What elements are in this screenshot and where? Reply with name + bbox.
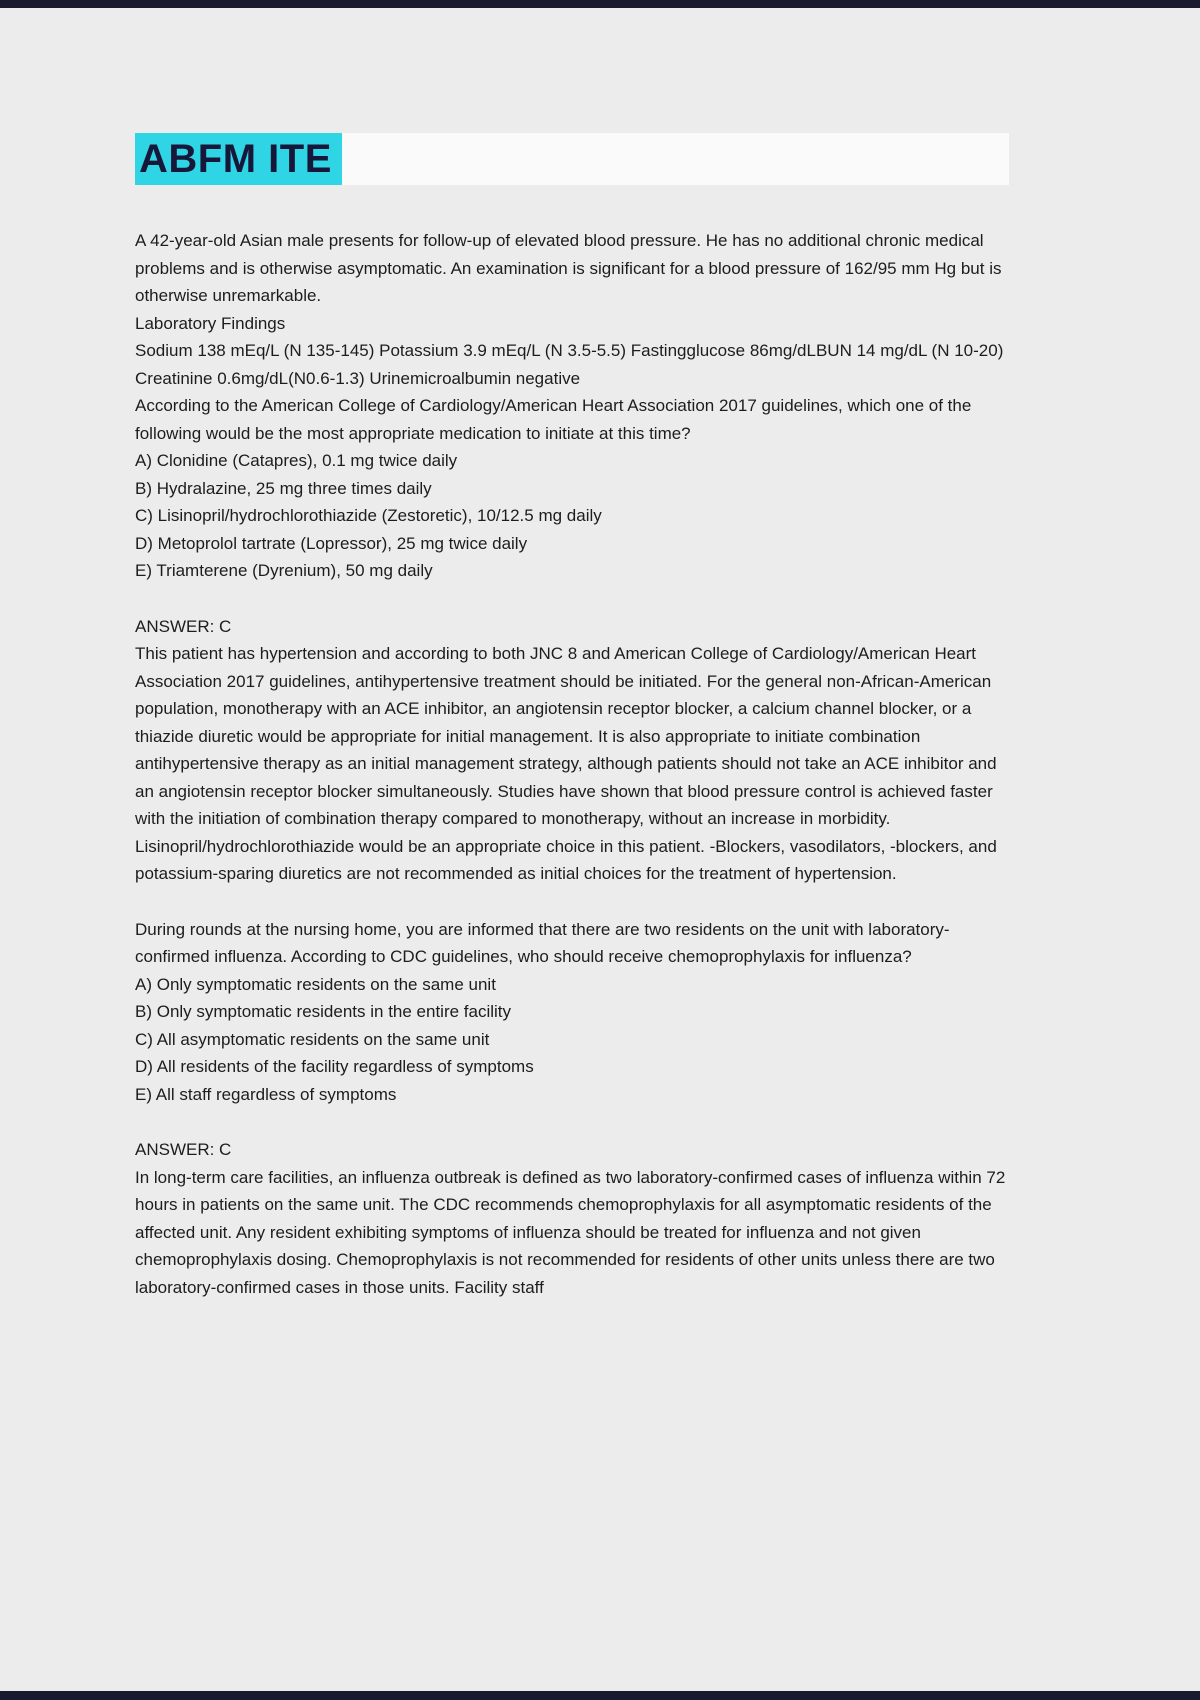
question-2-line-2: A) Only symptomatic residents on the same unit — [135, 974, 496, 994]
question-1-line-2: Laboratory Findings — [135, 313, 286, 333]
page-title: ABFM ITE — [139, 137, 332, 181]
question-2-line-6: E) All staff regardless of symptoms — [135, 1084, 397, 1104]
question-1-line-1: A 42-year-old Asian male presents for follow-up of elevated blood pressure. He has no additional chronic medical problems and is otherwise asymptomatic. An examination is significant for a blood pressure of 162/95 mm Hg but is otherwise unremarkable. — [135, 231, 1002, 305]
question-2-line-4: C) All asymptomatic residents on the same unit — [135, 1029, 490, 1049]
answer-1 — [135, 613, 1009, 888]
question-1-line-9: E) Triamterene (Dyrenium), 50 mg daily — [135, 561, 433, 580]
question-1-line-7: C) Lisinopril/hydrochlorothiazide (Zestoretic), 10/12.5 mg daily — [135, 506, 602, 525]
answer-1-line-1: ANSWER: C — [135, 616, 232, 636]
answer-1-line-2: This patient has hypertension and according to both JNC 8 and American College of Cardiology/American Heart Association 2017 guidelines, antihypertensive treatment should be initiated. For the general non-African-American population, monotherapy with an ACE inhibitor, an angiotensin receptor blocker, a calcium channel blocker, or a thiazide diuretic would be appropriate for initial management. It is also appropriate to initiate combination antihypertensive therapy as an initial management strategy, although patients should not take an ACE inhibitor and an angiotensin receptor blocker simultaneously. Studies have shown that blood pressure control is achieved faster with the initiation of combination therapy compared to monotherapy, without an increase in morbidity. Lisinopril/hydrochlorothiazide would be an appropriate choice in this patient. -Blockers, vasodilators, -blockers, and potassium-sparing diuretics are not recommended as initial choices for the treatment of hypertension. — [135, 644, 997, 883]
answer-2 — [135, 1136, 1009, 1301]
title-band — [135, 133, 1009, 185]
question-2-line-5: D) All residents of the facility regardless of symptoms — [135, 1057, 534, 1076]
top-border-bar — [0, 0, 1200, 8]
question-2-line-1: During rounds at the nursing home, you are informed that there are two residents on the unit with laboratory-confirmed influenza. According to CDC guidelines, who should receive chemoprophylaxis for influenza? — [135, 919, 950, 966]
question-1 — [135, 227, 1009, 585]
answer-2-line-1: ANSWER: C — [135, 1140, 232, 1159]
title-highlight — [135, 133, 342, 185]
question-1-line-4: According to the American College of Cardiology/American Heart Association 2017 guidelines, which one of the following would be the most appropriate medication to initiate at this time? — [135, 396, 972, 443]
question-2-line-3: B) Only symptomatic residents in the entire facility — [135, 1002, 512, 1021]
answer-2-line-2: In long-term care facilities, an influenza outbreak is defined as two laboratory-confirmed cases of influenza within 72 hours in patients on the same unit. The CDC recommends chemoprophylaxis for all asymptomatic residents of the affected unit. Any resident exhibiting symptoms of influenza should be treated for influenza and not given chemoprophylaxis dosing. Chemoprophylaxis is not recommended for residents of other units unless there are two laboratory-confirmed cases in those units. Facility staff — [135, 1167, 1006, 1297]
document-content — [135, 133, 1009, 1329]
question-1-line-3: Sodium 138 mEq/L (N 135-145) Potassium 3.9 mEq/L (N 3.5-5.5) Fastingglucose 86mg/dLBUN 14 mg/dL (N 10-20) Creatinine 0.6mg/dL(N0.6-1.3) Urinemicroalbumin negative — [135, 341, 1004, 388]
document-body — [135, 227, 1009, 1301]
bottom-border-bar — [0, 1691, 1200, 1700]
question-2 — [135, 916, 1009, 1109]
question-1-line-8: D) Metoprolol tartrate (Lopressor), 25 mg twice daily — [135, 533, 528, 553]
question-1-line-6: B) Hydralazine, 25 mg three times daily — [135, 478, 432, 498]
question-1-line-5: A) Clonidine (Catapres), 0.1 mg twice daily — [135, 451, 458, 470]
